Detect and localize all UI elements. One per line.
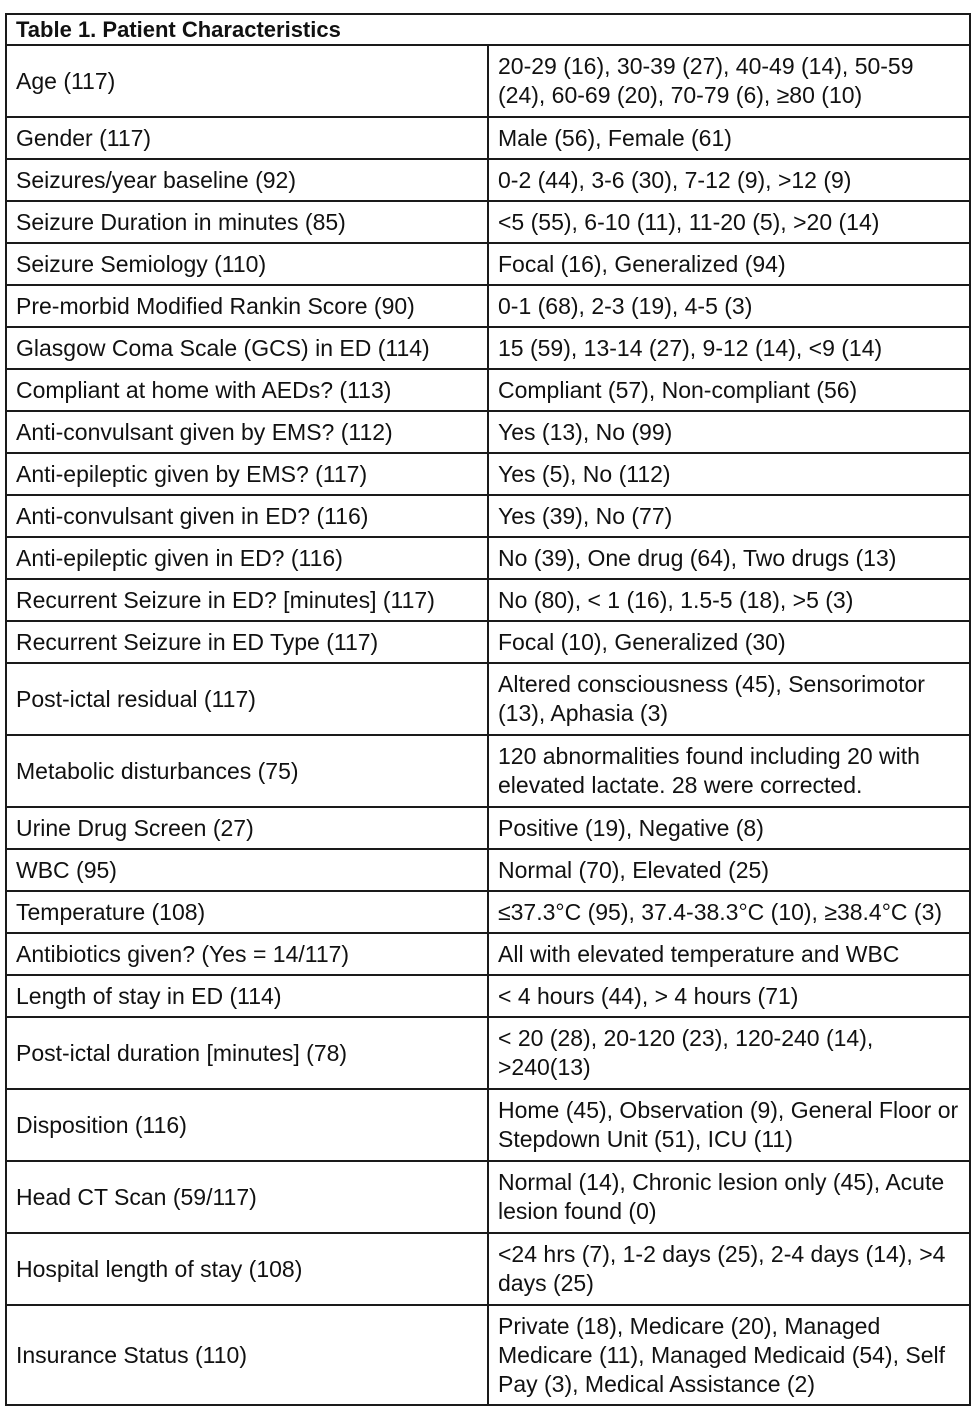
table-row bbox=[6, 201, 970, 243]
row-label: Antibiotics given? (Yes = 14/117) bbox=[6, 933, 488, 975]
table-row bbox=[6, 1233, 970, 1305]
row-label: Age (117) bbox=[6, 45, 488, 117]
table-row bbox=[6, 621, 970, 663]
table-row bbox=[6, 1161, 970, 1233]
row-label: Seizure Duration in minutes (85) bbox=[6, 201, 488, 243]
row-label: Length of stay in ED (114) bbox=[6, 975, 488, 1017]
row-value: Compliant (57), Non-compliant (56) bbox=[488, 369, 970, 411]
row-label: Seizure Semiology (110) bbox=[6, 243, 488, 285]
row-label: Compliant at home with AEDs? (113) bbox=[6, 369, 488, 411]
table-row bbox=[6, 579, 970, 621]
row-label: WBC (95) bbox=[6, 849, 488, 891]
patient-characteristics-table bbox=[5, 13, 971, 1406]
row-label: Anti-convulsant given by EMS? (112) bbox=[6, 411, 488, 453]
row-label: Anti-convulsant given in ED? (116) bbox=[6, 495, 488, 537]
table-row bbox=[6, 891, 970, 933]
row-value: Focal (10), Generalized (30) bbox=[488, 621, 970, 663]
table-row bbox=[6, 369, 970, 411]
row-value: < 4 hours (44), > 4 hours (71) bbox=[488, 975, 970, 1017]
table-title: Table 1. Patient Characteristics bbox=[6, 14, 970, 45]
row-value: 120 abnormalities found including 20 with elevated lactate. 28 were corrected. bbox=[488, 735, 970, 807]
row-label: Anti-epileptic given by EMS? (117) bbox=[6, 453, 488, 495]
row-value: 0-2 (44), 3-6 (30), 7-12 (9), >12 (9) bbox=[488, 159, 970, 201]
table-row bbox=[6, 495, 970, 537]
row-value: Altered consciousness (45), Sensorimotor (13), Aphasia (3) bbox=[488, 663, 970, 735]
table-row bbox=[6, 807, 970, 849]
row-label: Glasgow Coma Scale (GCS) in ED (114) bbox=[6, 327, 488, 369]
row-label: Post-ictal residual (117) bbox=[6, 663, 488, 735]
row-value: Yes (5), No (112) bbox=[488, 453, 970, 495]
table-row bbox=[6, 45, 970, 117]
row-value: No (39), One drug (64), Two drugs (13) bbox=[488, 537, 970, 579]
row-value: 0-1 (68), 2-3 (19), 4-5 (3) bbox=[488, 285, 970, 327]
row-label: Insurance Status (110) bbox=[6, 1305, 488, 1405]
table-row bbox=[6, 849, 970, 891]
row-label: Hospital length of stay (108) bbox=[6, 1233, 488, 1305]
row-value: Yes (13), No (99) bbox=[488, 411, 970, 453]
table-row bbox=[6, 975, 970, 1017]
row-value: 15 (59), 13-14 (27), 9-12 (14), <9 (14) bbox=[488, 327, 970, 369]
row-value: 20-29 (16), 30-39 (27), 40-49 (14), 50-59 (24), 60-69 (20), 70-79 (6), ≥80 (10) bbox=[488, 45, 970, 117]
row-value: Private (18), Medicare (20), Managed Medicare (11), Managed Medicaid (54), Self Pay (3), Medical Assistance (2) bbox=[488, 1305, 970, 1405]
row-label: Gender (117) bbox=[6, 117, 488, 159]
row-value: Male (56), Female (61) bbox=[488, 117, 970, 159]
table-row bbox=[6, 117, 970, 159]
row-value: Normal (14), Chronic lesion only (45), Acute lesion found (0) bbox=[488, 1161, 970, 1233]
row-label: Anti-epileptic given in ED? (116) bbox=[6, 537, 488, 579]
row-value: < 20 (28), 20-120 (23), 120-240 (14), >240(13) bbox=[488, 1017, 970, 1089]
row-label: Urine Drug Screen (27) bbox=[6, 807, 488, 849]
table-row bbox=[6, 411, 970, 453]
table-title-row bbox=[6, 14, 970, 45]
row-value: All with elevated temperature and WBC bbox=[488, 933, 970, 975]
row-value: ≤37.3°C (95), 37.4-38.3°C (10), ≥38.4°C (3) bbox=[488, 891, 970, 933]
row-label: Post-ictal duration [minutes] (78) bbox=[6, 1017, 488, 1089]
row-label: Recurrent Seizure in ED Type (117) bbox=[6, 621, 488, 663]
table-row bbox=[6, 1305, 970, 1405]
table-row bbox=[6, 159, 970, 201]
table-row bbox=[6, 735, 970, 807]
row-value: Yes (39), No (77) bbox=[488, 495, 970, 537]
table-row bbox=[6, 1017, 970, 1089]
row-label: Disposition (116) bbox=[6, 1089, 488, 1161]
table-row bbox=[6, 663, 970, 735]
row-value: Home (45), Observation (9), General Floor or Stepdown Unit (51), ICU (11) bbox=[488, 1089, 970, 1161]
row-label: Metabolic disturbances (75) bbox=[6, 735, 488, 807]
table-row bbox=[6, 327, 970, 369]
table-row bbox=[6, 453, 970, 495]
table-row bbox=[6, 933, 970, 975]
row-label: Head CT Scan (59/117) bbox=[6, 1161, 488, 1233]
row-label: Seizures/year baseline (92) bbox=[6, 159, 488, 201]
row-value: Positive (19), Negative (8) bbox=[488, 807, 970, 849]
row-label: Temperature (108) bbox=[6, 891, 488, 933]
row-label: Recurrent Seizure in ED? [minutes] (117) bbox=[6, 579, 488, 621]
row-value: <5 (55), 6-10 (11), 11-20 (5), >20 (14) bbox=[488, 201, 970, 243]
table-row bbox=[6, 1089, 970, 1161]
row-value: Focal (16), Generalized (94) bbox=[488, 243, 970, 285]
row-value: No (80), < 1 (16), 1.5-5 (18), >5 (3) bbox=[488, 579, 970, 621]
row-value: Normal (70), Elevated (25) bbox=[488, 849, 970, 891]
row-label: Pre-morbid Modified Rankin Score (90) bbox=[6, 285, 488, 327]
table-row bbox=[6, 537, 970, 579]
table-row bbox=[6, 243, 970, 285]
table-row bbox=[6, 285, 970, 327]
row-value: <24 hrs (7), 1-2 days (25), 2-4 days (14), >4 days (25) bbox=[488, 1233, 970, 1305]
